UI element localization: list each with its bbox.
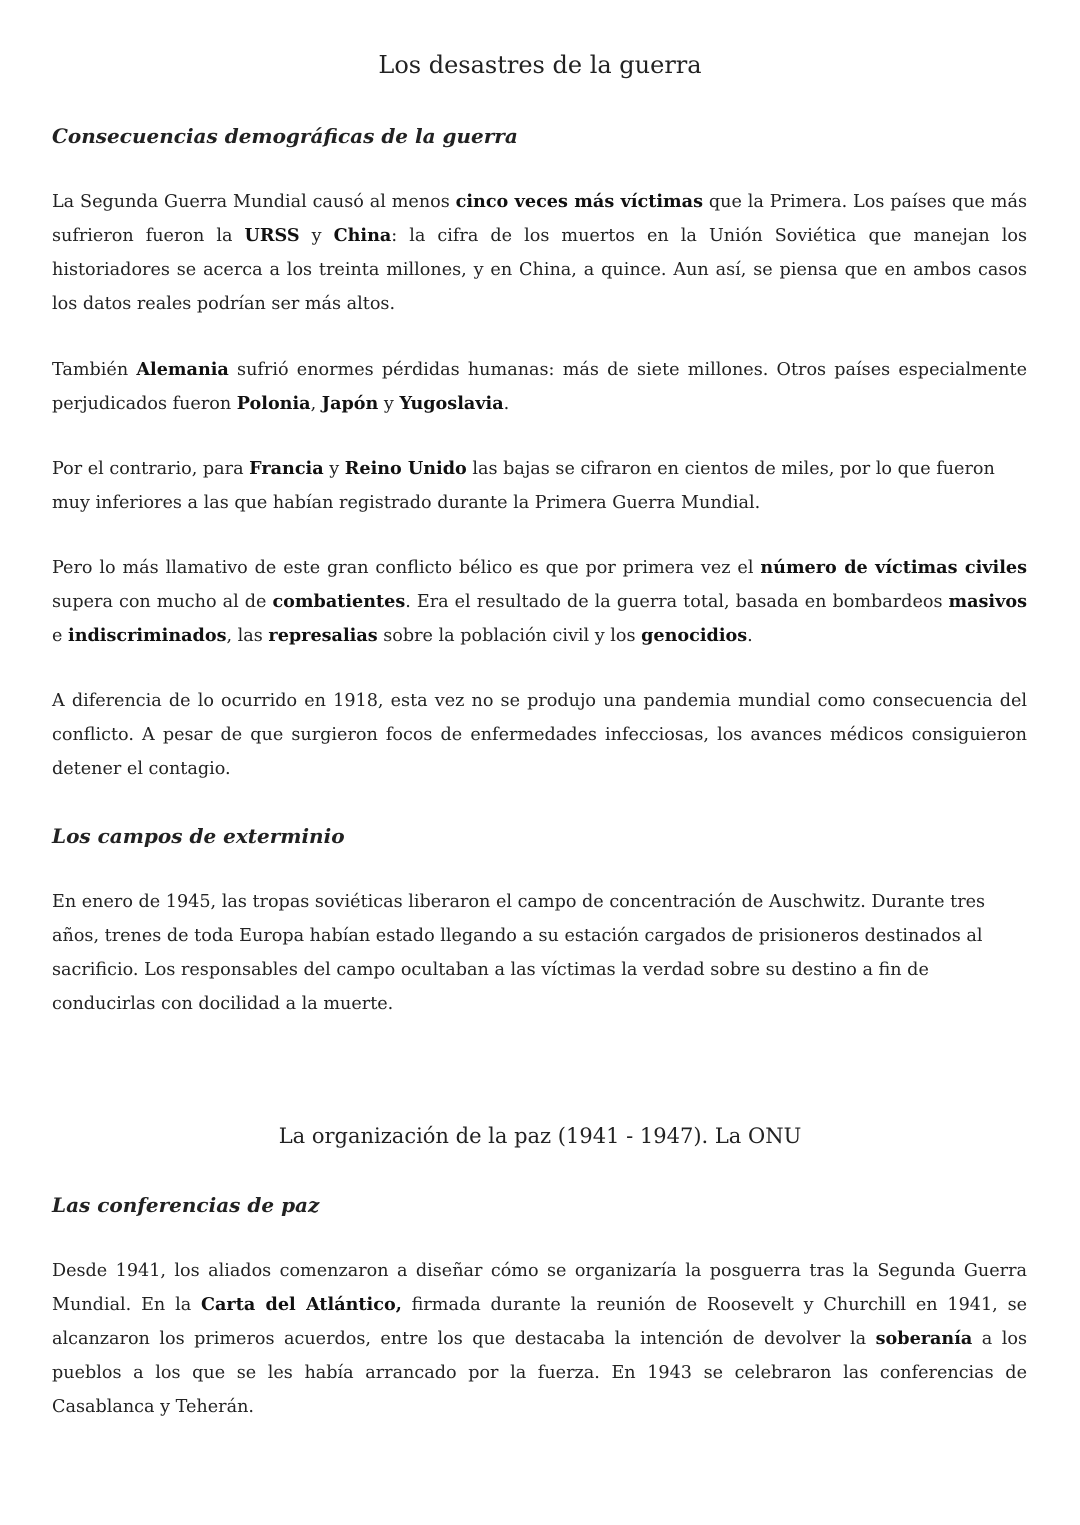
- paragraph-auschwitz: En enero de 1945, las tropas soviéticas liberaron el campo de concentración de Auschwitz. Durante tres años, trenes de toda Europa habían estado llegando a su estación cargados de prisioneros destinados al sacrificio. Los responsables del campo ocultaban a las víctimas la verdad sobre su destino a fin de conducirlas con docilidad a la muerte.: [52, 892, 986, 1014]
- heading-campos: Los campos de exterminio: [52, 824, 345, 848]
- section-title-desastres: Los desastres de la guerra: [378, 51, 702, 79]
- paragraph-civiles: Pero lo más llamativo de este gran conflicto bélico es que por primera vez el número de víctimas civiles supera con mucho al de combatientes. Era el resultado de la guerra total, basada en bombardeos masivos e indiscriminados, las represalias sobre la población civil y los genocidios.: [52, 557, 1027, 646]
- heading-consecuencias: Consecuencias demográficas de la guerra: [52, 124, 518, 148]
- paragraph-victimas: La Segunda Guerra Mundial causó al menos cinco veces más víctimas que la Primera. Los países que más sufrieron fueron la URSS y China: la cifra de los muertos en la Unión Soviética que manejan los historiadores se acerca a los treinta millones, y en China, a quince. Aun así, se piensa que en ambos casos los datos reales podrían ser más altos.: [52, 191, 1027, 314]
- paragraph-alemania: También Alemania sufrió enormes pérdidas humanas: más de siete millones. Otros países especialmente perjudicados fueron Polonia, Japón y Yugoslavia.: [52, 359, 1027, 414]
- heading-conferencias: Las conferencias de paz: [52, 1193, 320, 1217]
- paragraph-conferencias: Desde 1941, los aliados comenzaron a diseñar cómo se organizaría la posguerra tras la Segunda Guerra Mundial. En la Carta del Atlántico, firmada durante la reunión de Roosevelt y Churchill en 1941, se alcanzaron los primeros acuerdos, entre los que destacaba la intención de devolver la soberanía a los pueblos a los que se les había arrancado por la fuerza. En 1943 se celebraron las conferencias de Casablanca y Teherán.: [52, 1261, 1028, 1417]
- section-title-onu: La organización de la paz (1941 - 1947). La ONU: [278, 1124, 802, 1148]
- paragraph-francia: Por el contrario, para Francia y Reino Unido las bajas se cifraron en cientos de miles, por lo que fueron muy inferiores a las que habían registrado durante la Primera Guerra Mundial.: [52, 458, 995, 513]
- paragraph-pandemia: A diferencia de lo ocurrido en 1918, esta vez no se produjo una pandemia mundial como consecuencia del conflicto. A pesar de que surgieron focos de enfermedades infecciosas, los avances médicos consiguieron detener el contagio.: [52, 691, 1027, 779]
